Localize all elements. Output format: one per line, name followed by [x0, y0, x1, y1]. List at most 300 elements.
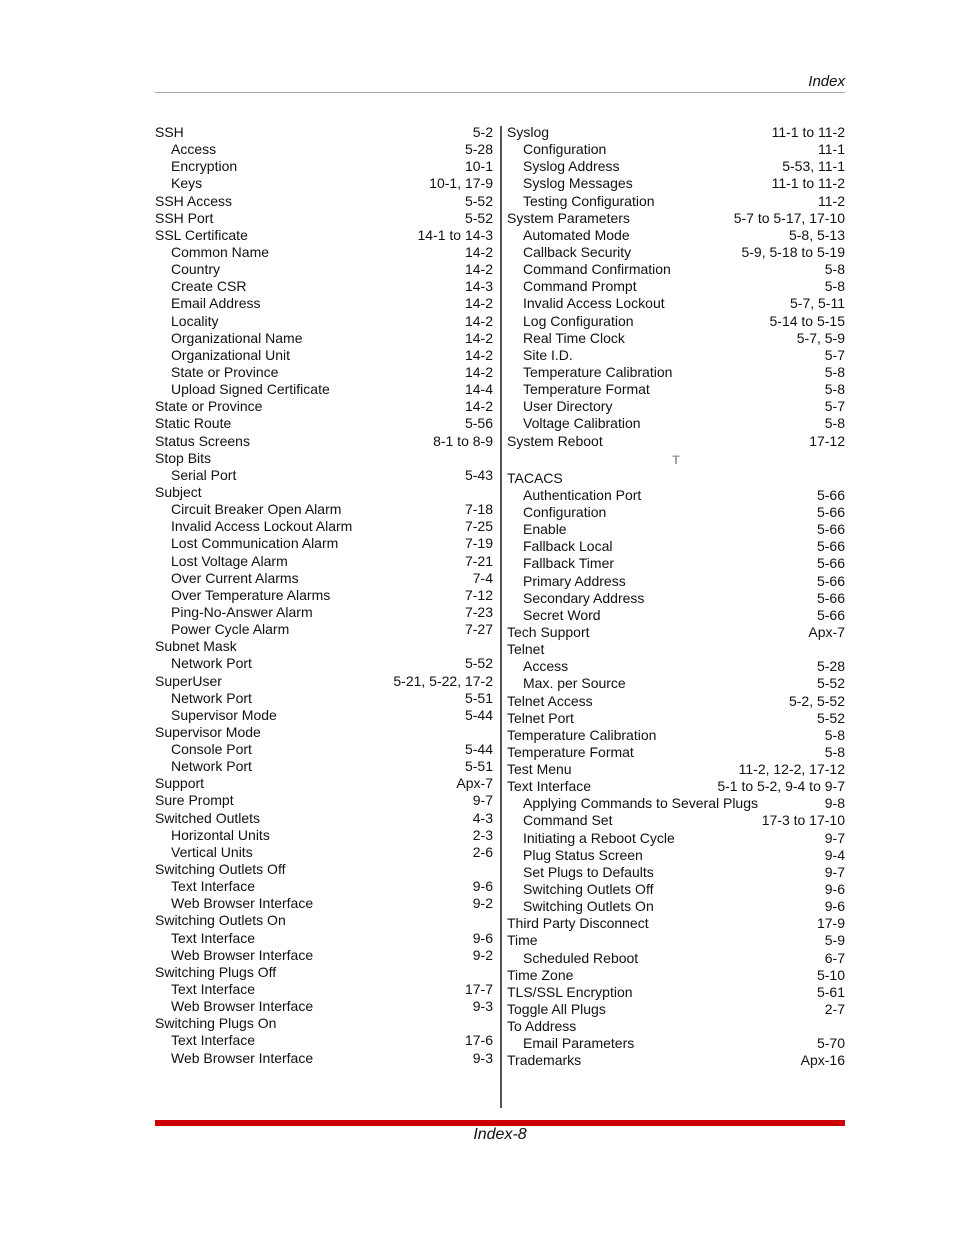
page-reference: 9-2	[472, 895, 493, 912]
index-term: Applying Commands to Several Plugs	[523, 795, 759, 812]
page-reference: 5-2, 5-52	[788, 692, 845, 709]
index-entry	[507, 124, 845, 141]
index-term: Text Interface	[171, 878, 256, 895]
page-reference: 10-1, 17-9	[429, 175, 493, 192]
index-subentry	[155, 501, 493, 518]
index-subentry	[155, 570, 493, 587]
index-term: Ping-No-Answer Alarm	[171, 603, 313, 620]
page-reference: 5-7, 5-9	[796, 329, 845, 346]
index-subentry	[155, 364, 493, 381]
index-term: Fallback Timer	[523, 555, 615, 572]
index-term: Common Name	[171, 243, 270, 260]
page-reference: 17-9	[816, 915, 845, 932]
index-term: Temperature Format	[523, 381, 650, 398]
page-reference: 5-52	[816, 709, 845, 726]
index-term: Invalid Access Lockout	[523, 295, 665, 312]
index-term: Supervisor Mode	[171, 706, 277, 723]
index-subentry	[155, 244, 493, 261]
index-term: Circuit Breaker Open Alarm	[171, 501, 342, 518]
index-subentry	[155, 707, 493, 724]
index-term: Telnet Port	[507, 709, 574, 726]
column-divider	[500, 126, 502, 1108]
page-reference: 5-21, 5-22, 17-2	[393, 672, 493, 689]
index-term: Temperature Format	[507, 743, 634, 760]
index-entry	[155, 450, 493, 467]
index-term: Temperature Calibration	[507, 726, 657, 743]
page-reference: 11-2, 12-2, 17-12	[738, 761, 845, 778]
index-term: Upload Signed Certificate	[171, 381, 330, 398]
index-term: Switching Outlets On	[523, 898, 654, 915]
page-reference: 9-3	[472, 1049, 493, 1066]
page-reference: 9-7	[824, 863, 845, 880]
index-subentry	[507, 658, 845, 675]
index-entry	[507, 641, 845, 658]
index-term: Text Interface	[171, 1032, 256, 1049]
page-reference: 5-51	[464, 689, 493, 706]
index-entry	[155, 1015, 493, 1032]
index-term: Switched Outlets	[155, 809, 261, 826]
index-term: Syslog	[507, 124, 550, 140]
index-entry	[155, 775, 493, 792]
index-term: Scheduled Reboot	[523, 949, 639, 966]
page-reference: 7-21	[464, 552, 493, 569]
index-term: Subject	[155, 483, 202, 500]
index-term: Over Current Alarms	[171, 569, 299, 586]
page-reference: 8-1 to 8-9	[433, 432, 493, 449]
index-term: Email Address	[171, 295, 261, 312]
index-term: Switching Outlets On	[155, 912, 286, 929]
page-reference: 2-3	[472, 826, 493, 843]
page-reference: 5-8	[824, 726, 845, 743]
index-subentry	[155, 758, 493, 775]
index-subentry	[507, 504, 845, 521]
page-reference: 5-7, 5-11	[790, 295, 845, 312]
page-reference: 14-1 to 14-3	[417, 226, 493, 243]
page-reference: 5-56	[464, 415, 493, 432]
index-subentry	[507, 675, 845, 692]
index-term: Lost Voltage Alarm	[171, 552, 288, 569]
page-reference: 9-8	[824, 795, 845, 812]
index-term: Sure Prompt	[155, 792, 234, 809]
index-entry	[507, 744, 845, 761]
running-header-title: Index	[808, 73, 845, 90]
index-entry	[155, 210, 493, 227]
index-subentry	[507, 1035, 845, 1052]
index-term: Third Party Disconnect	[507, 915, 649, 932]
page-reference: 11-2	[818, 192, 845, 209]
index-subentry	[507, 158, 845, 175]
index-subentry	[155, 827, 493, 844]
index-term: Time	[507, 932, 538, 949]
index-term: TACACS	[507, 469, 563, 486]
index-term: Primary Address	[523, 572, 626, 589]
page-reference: 5-44	[464, 706, 493, 723]
index-subentry	[155, 587, 493, 604]
index-subentry	[507, 830, 845, 847]
index-subentry	[507, 295, 845, 312]
index-term: Log Configuration	[523, 312, 634, 329]
page-reference: 7-27	[464, 621, 493, 638]
index-term: Secondary Address	[523, 589, 645, 606]
page-reference: 5-61	[816, 983, 845, 1000]
index-term: Command Confirmation	[523, 261, 671, 278]
index-entry	[507, 967, 845, 984]
page-reference: 14-2	[464, 261, 493, 278]
page-reference: 5-53, 11-1	[782, 158, 845, 175]
index-subentry	[155, 981, 493, 998]
page-reference: 7-4	[472, 569, 493, 586]
page-reference: 5-28	[464, 141, 493, 158]
index-subentry	[507, 898, 845, 915]
index-entry	[155, 398, 493, 415]
page-reference: 9-4	[824, 846, 845, 863]
index-term: Telnet	[507, 641, 545, 658]
index-entry	[155, 861, 493, 878]
index-term: Web Browser Interface	[171, 895, 314, 912]
index-subentry	[507, 175, 845, 192]
page-reference: 14-2	[464, 312, 493, 329]
page-reference: 5-66	[816, 555, 845, 572]
index-subentry	[507, 812, 845, 829]
index-subentry	[507, 415, 845, 432]
index-subentry	[507, 141, 845, 158]
index-subentry	[155, 690, 493, 707]
index-entry	[507, 470, 845, 487]
index-term: Lost Communication Alarm	[171, 535, 339, 552]
page-reference: 5-1 to 5-2, 9-4 to 9-7	[717, 778, 845, 795]
index-subentry	[155, 347, 493, 364]
index-term: Command Prompt	[523, 278, 637, 295]
page-reference: 5-43	[464, 466, 493, 483]
header-rule	[155, 92, 845, 93]
page-reference: 5-52	[464, 655, 493, 672]
index-subentry	[507, 278, 845, 295]
index-subentry	[155, 330, 493, 347]
index-entry	[507, 778, 845, 795]
page-reference: 10-1	[464, 158, 493, 175]
index-term: Encryption	[171, 158, 238, 175]
index-term: Configuration	[523, 141, 607, 158]
page-reference: 17-6	[464, 1032, 493, 1049]
index-column-left	[155, 124, 493, 1067]
index-term: Temperature Calibration	[523, 363, 673, 380]
index-term: Network Port	[171, 689, 252, 706]
index-subentry	[507, 590, 845, 607]
index-subentry	[155, 895, 493, 912]
index-term: Create CSR	[171, 278, 247, 295]
index-entry	[507, 1052, 845, 1069]
index-term: Authentication Port	[523, 486, 642, 503]
page-reference: 7-25	[464, 518, 493, 535]
page-reference: 5-44	[464, 741, 493, 758]
index-term: SuperUser	[155, 672, 222, 689]
index-term: Web Browser Interface	[171, 946, 314, 963]
index-term: SSH Access	[155, 192, 233, 209]
page-reference: 14-3	[464, 278, 493, 295]
index-term: Status Screens	[155, 432, 250, 449]
page-reference: 5-66	[816, 503, 845, 520]
page-reference: 5-66	[816, 572, 845, 589]
page-reference: 5-52	[816, 675, 845, 692]
index-entry	[155, 433, 493, 450]
index-term: Enable	[523, 521, 567, 538]
index-subentry	[507, 521, 845, 538]
index-subentry	[507, 347, 845, 364]
page-reference: 11-1	[818, 141, 845, 158]
index-subentry	[155, 1032, 493, 1049]
index-term: Keys	[171, 175, 203, 192]
index-subentry	[155, 261, 493, 278]
index-term: Site I.D.	[523, 346, 573, 363]
index-term: SSH	[155, 124, 184, 140]
index-subentry	[507, 607, 845, 624]
page-reference: 5-9, 5-18 to 5-19	[741, 243, 845, 260]
index-entry	[155, 724, 493, 741]
index-term: Invalid Access Lockout Alarm	[171, 518, 353, 535]
index-term: Supervisor Mode	[155, 723, 261, 740]
index-term: Syslog Address	[523, 158, 620, 175]
index-subentry	[155, 844, 493, 861]
index-term: SSL Certificate	[155, 226, 248, 243]
index-subentry	[507, 847, 845, 864]
index-term: Secret Word	[523, 606, 601, 623]
page-reference: 9-2	[472, 946, 493, 963]
page-reference: 7-23	[464, 603, 493, 620]
index-entry	[507, 693, 845, 710]
index-term: Text Interface	[507, 778, 592, 795]
index-entry	[155, 673, 493, 690]
index-subentry	[507, 950, 845, 967]
index-column-right	[507, 124, 845, 1070]
index-term: Switching Outlets Off	[523, 881, 654, 898]
index-subentry	[507, 244, 845, 261]
page-reference: 14-2	[464, 346, 493, 363]
index-entry	[155, 792, 493, 809]
index-term: Max. per Source	[523, 675, 626, 692]
index-term: Console Port	[171, 741, 252, 758]
index-subentry	[155, 947, 493, 964]
index-subentry	[507, 864, 845, 881]
index-term: Telnet Access	[507, 692, 593, 709]
index-term: State or Province	[155, 398, 263, 415]
page-reference: 14-2	[464, 243, 493, 260]
index-subentry	[155, 621, 493, 638]
index-entry	[155, 124, 493, 141]
page-reference: 9-6	[472, 878, 493, 895]
index-term: Switching Outlets Off	[155, 861, 286, 878]
page-reference: 9-7	[472, 792, 493, 809]
page-reference: 5-66	[816, 538, 845, 555]
page-reference: Apx-7	[456, 775, 493, 792]
page-reference: 5-8	[824, 415, 845, 432]
page-reference: 5-8	[824, 278, 845, 295]
index-term: Plug Status Screen	[523, 846, 643, 863]
page-reference: 5-8	[824, 261, 845, 278]
index-entry	[507, 932, 845, 949]
page-reference: 5-8	[824, 363, 845, 380]
index-term: Time Zone	[507, 966, 574, 983]
page-reference: 6-7	[824, 949, 845, 966]
index-subentry	[155, 467, 493, 484]
index-subentry	[507, 573, 845, 590]
index-subentry	[507, 555, 845, 572]
index-subentry	[155, 175, 493, 192]
index-term: Callback Security	[523, 243, 632, 260]
index-entry	[155, 484, 493, 501]
footer-page-number: Index-8	[473, 1126, 527, 1143]
index-entry	[507, 727, 845, 744]
index-subentry	[155, 998, 493, 1015]
page-reference: 7-18	[464, 501, 493, 518]
index-subentry	[155, 655, 493, 672]
index-term: Toggle All Plugs	[507, 1001, 606, 1018]
index-entry	[507, 1001, 845, 1018]
page-reference: 14-4	[464, 381, 493, 398]
index-term: Switching Plugs On	[155, 1015, 277, 1032]
page-reference: 5-9	[824, 932, 845, 949]
index-subentry	[155, 878, 493, 895]
page-reference: 5-51	[464, 758, 493, 775]
index-term: System Reboot	[507, 432, 603, 449]
index-entry	[507, 433, 845, 450]
index-term: Syslog Messages	[523, 175, 633, 192]
page-reference: 9-3	[472, 998, 493, 1015]
index-subentry	[155, 158, 493, 175]
page-reference: 5-8	[824, 743, 845, 760]
index-term: Stop Bits	[155, 449, 212, 466]
index-entry	[155, 638, 493, 655]
index-subentry	[507, 881, 845, 898]
index-term: Trademarks	[507, 1052, 582, 1069]
page-reference: 14-2	[464, 398, 493, 415]
page-reference: 7-19	[464, 535, 493, 552]
index-subentry	[155, 553, 493, 570]
page-reference: 14-2	[464, 329, 493, 346]
page-reference: 5-52	[464, 209, 493, 226]
page-reference: 5-66	[816, 521, 845, 538]
index-subentry	[507, 795, 845, 812]
index-term: Switching Plugs Off	[155, 963, 277, 980]
page-reference: 5-52	[464, 192, 493, 209]
index-subentry	[507, 487, 845, 504]
index-entry	[155, 415, 493, 432]
index-term: Text Interface	[171, 929, 256, 946]
index-term: Automated Mode	[523, 226, 630, 243]
index-term: Network Port	[171, 655, 252, 672]
index-entry	[155, 193, 493, 210]
page-reference: 5-8	[824, 381, 845, 398]
page-reference: 5-2	[472, 124, 493, 140]
page-reference: 5-14 to 5-15	[769, 312, 845, 329]
index-term: Support	[155, 775, 205, 792]
page-reference: 11-1 to 11-2	[771, 175, 845, 192]
page-reference: 5-10	[816, 966, 845, 983]
index-entry	[507, 1018, 845, 1035]
page-reference: 2-7	[824, 1001, 845, 1018]
index-subentry	[507, 330, 845, 347]
page-reference: 17-12	[809, 432, 845, 449]
index-subentry	[507, 261, 845, 278]
index-term: Initiating a Reboot Cycle	[523, 829, 675, 846]
index-term: User Directory	[523, 398, 613, 415]
index-term: Over Temperature Alarms	[171, 586, 331, 603]
index-entry	[507, 210, 845, 227]
index-subentry	[507, 227, 845, 244]
index-entry	[507, 761, 845, 778]
index-entry	[507, 624, 845, 641]
index-subentry	[155, 518, 493, 535]
page-reference: 9-6	[472, 929, 493, 946]
index-term: Web Browser Interface	[171, 1049, 314, 1066]
index-term: Power Cycle Alarm	[171, 621, 290, 638]
page-reference: 5-66	[816, 606, 845, 623]
index-entry	[155, 810, 493, 827]
index-term: Organizational Name	[171, 329, 303, 346]
index-term: Organizational Unit	[171, 346, 291, 363]
index-term: Command Set	[523, 812, 613, 829]
page-reference: 14-2	[464, 295, 493, 312]
page-reference: 5-7	[824, 398, 845, 415]
index-subentry	[155, 535, 493, 552]
index-subentry	[507, 398, 845, 415]
page-reference: 9-6	[824, 881, 845, 898]
index-term: Static Route	[155, 415, 232, 432]
index-term: Fallback Local	[523, 538, 613, 555]
page-reference: Apx-16	[800, 1052, 845, 1069]
page-reference: 7-12	[464, 586, 493, 603]
index-term: State or Province	[171, 363, 279, 380]
index-subentry	[155, 930, 493, 947]
page-reference: 5-7 to 5-17, 17-10	[733, 209, 845, 226]
index-entry	[507, 915, 845, 932]
page-reference: 5-66	[816, 486, 845, 503]
page-reference: 11-1 to 11-2	[771, 124, 845, 140]
index-term: Test Menu	[507, 761, 572, 778]
index-term: Network Port	[171, 758, 252, 775]
index-subentry	[155, 313, 493, 330]
page-reference: 9-6	[824, 898, 845, 915]
page-reference: 14-2	[464, 363, 493, 380]
index-entry	[155, 227, 493, 244]
index-term: To Address	[507, 1018, 577, 1035]
page-reference: 9-7	[824, 829, 845, 846]
index-term: Subnet Mask	[155, 638, 237, 655]
index-term: Country	[171, 261, 221, 278]
index-term: Web Browser Interface	[171, 998, 314, 1015]
index-term: Real Time Clock	[523, 329, 625, 346]
index-term: Vertical Units	[171, 843, 253, 860]
index-term: Voltage Calibration	[523, 415, 641, 432]
page-reference: 5-7	[824, 346, 845, 363]
index-subentry	[507, 538, 845, 555]
index-entry	[507, 984, 845, 1001]
index-entry	[155, 912, 493, 929]
index-term: Serial Port	[171, 466, 237, 483]
index-term: System Parameters	[507, 209, 630, 226]
page-reference: 5-66	[816, 589, 845, 606]
index-term: Configuration	[523, 503, 607, 520]
index-term: SSH Port	[155, 209, 214, 226]
index-subentry	[155, 1050, 493, 1067]
index-term: Text Interface	[171, 981, 256, 998]
index-entry	[507, 710, 845, 727]
index-subentry	[155, 141, 493, 158]
index-term: Testing Configuration	[523, 192, 655, 209]
page-reference: 5-70	[816, 1035, 845, 1052]
index-term: Set Plugs to Defaults	[523, 863, 654, 880]
letter-heading: T	[672, 452, 680, 467]
index-subentry	[155, 741, 493, 758]
